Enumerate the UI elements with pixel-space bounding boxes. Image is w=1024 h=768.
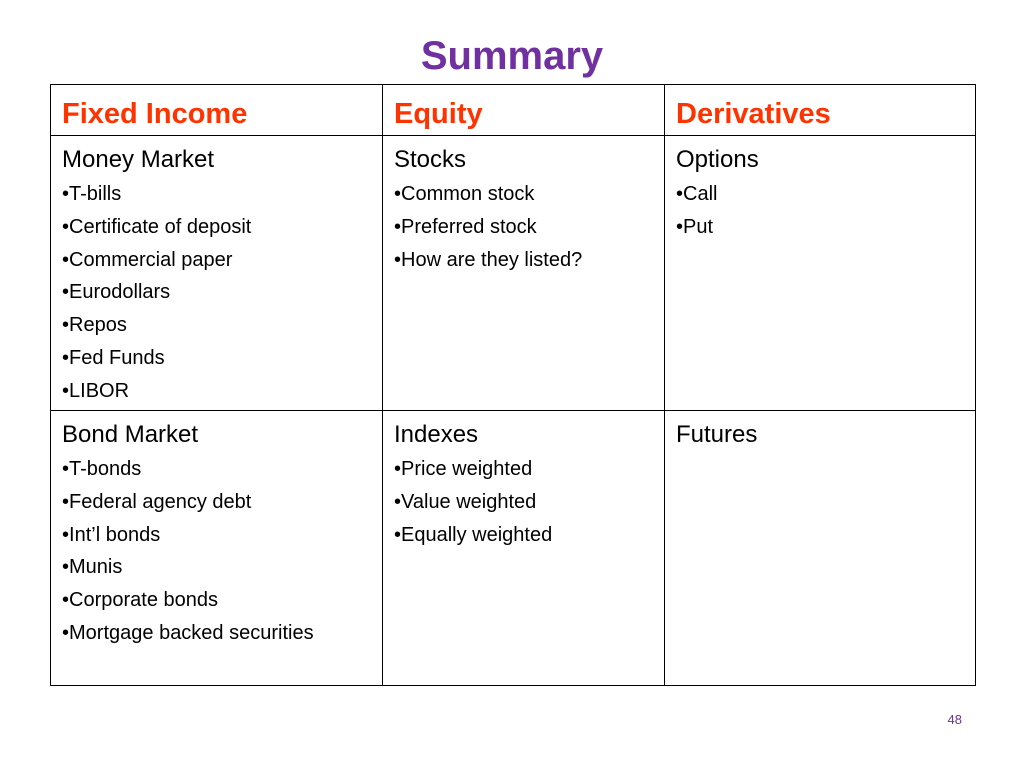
- bullet: •: [62, 281, 70, 304]
- item-list: [676, 178, 964, 244]
- table-row: [51, 136, 976, 411]
- list-item: [62, 342, 371, 375]
- bullet: •: [676, 183, 684, 205]
- list-item: [62, 551, 371, 584]
- list-item-text: Put: [683, 215, 714, 238]
- header-fixed-income: Fixed Income: [51, 85, 383, 136]
- cell-options: [665, 136, 976, 411]
- cell-stocks: [383, 136, 665, 411]
- page-number: 48: [947, 712, 962, 727]
- slide-title: Summary: [420, 34, 604, 78]
- list-item: [62, 244, 371, 277]
- list-item-text: T-bills: [69, 183, 122, 205]
- list-item-text: Preferred stock: [401, 215, 537, 238]
- cell-indexes: [383, 411, 665, 686]
- item-list: [394, 453, 653, 551]
- header-equity: Equity: [383, 85, 665, 136]
- list-item: [676, 178, 964, 211]
- bullet: •: [62, 248, 70, 271]
- list-item: [394, 519, 653, 552]
- list-item-text: Fed Funds: [69, 346, 165, 369]
- list-item-text: Commercial paper: [69, 248, 233, 271]
- list-item: [394, 453, 653, 486]
- cell-heading: Bond Market: [62, 421, 199, 448]
- list-item: [394, 178, 653, 211]
- list-item: [62, 276, 371, 309]
- header-derivatives: Derivatives: [665, 85, 976, 136]
- bullet: •: [394, 183, 402, 205]
- bullet: •: [394, 523, 402, 546]
- list-item: [62, 617, 371, 650]
- list-item: [62, 584, 371, 617]
- list-item-text: Common stock: [401, 183, 535, 205]
- list-item-text: Federal agency debt: [69, 490, 252, 513]
- bullet: •: [676, 215, 684, 238]
- bullet: •: [62, 621, 70, 644]
- list-item-text: Call: [683, 183, 718, 205]
- list-item: [62, 375, 371, 408]
- cell-futures: [665, 411, 976, 686]
- cell-money-market: [51, 136, 383, 411]
- list-item: [62, 178, 371, 211]
- bullet: •: [62, 346, 70, 369]
- cell-heading: Options: [676, 146, 759, 173]
- bullet: •: [62, 379, 70, 402]
- bullet: •: [394, 215, 402, 238]
- cell-heading: Indexes: [394, 421, 479, 448]
- list-item: [62, 309, 371, 342]
- list-item-text: Price weighted: [401, 458, 533, 480]
- cell-heading: Money Market: [62, 146, 215, 173]
- bullet: •: [62, 556, 70, 579]
- cell-heading: Stocks: [394, 146, 467, 173]
- bullet: •: [62, 458, 70, 480]
- list-item: [62, 519, 371, 552]
- bullet: •: [62, 490, 70, 513]
- bullet: •: [62, 523, 70, 546]
- list-item-text: Equally weighted: [401, 523, 553, 546]
- bullet: •: [394, 490, 402, 513]
- cell-bond-market: [51, 411, 383, 686]
- item-list: [62, 178, 371, 408]
- list-item: [394, 244, 653, 277]
- list-item: [394, 211, 653, 244]
- list-item: [62, 211, 371, 244]
- list-item-text: Repos: [69, 314, 127, 337]
- bullet: •: [394, 248, 402, 271]
- bullet: •: [62, 589, 70, 612]
- list-item-text: How are they listed?: [401, 248, 583, 271]
- bullet: •: [62, 314, 70, 337]
- list-item-text: Certificate of deposit: [69, 215, 252, 238]
- cell-heading: Futures: [676, 421, 758, 448]
- list-item-text: LIBOR: [69, 379, 130, 402]
- summary-table: [50, 84, 976, 686]
- item-list: [62, 453, 371, 650]
- list-item: [676, 211, 964, 244]
- list-item-text: Value weighted: [401, 490, 537, 513]
- bullet: •: [62, 215, 70, 238]
- list-item-text: Corporate bonds: [69, 589, 218, 612]
- list-item: [394, 486, 653, 519]
- list-item: [62, 453, 371, 486]
- list-item-text: Munis: [69, 556, 123, 579]
- table-row: [51, 411, 976, 686]
- bullet: •: [394, 458, 402, 480]
- list-item-text: Int’l bonds: [69, 523, 161, 546]
- list-item: [62, 486, 371, 519]
- table-header-row: [51, 85, 976, 136]
- item-list: [394, 178, 653, 276]
- list-item-text: Eurodollars: [69, 281, 171, 304]
- list-item-text: Mortgage backed securities: [69, 621, 314, 644]
- bullet: •: [62, 183, 70, 205]
- list-item-text: T-bonds: [69, 458, 142, 480]
